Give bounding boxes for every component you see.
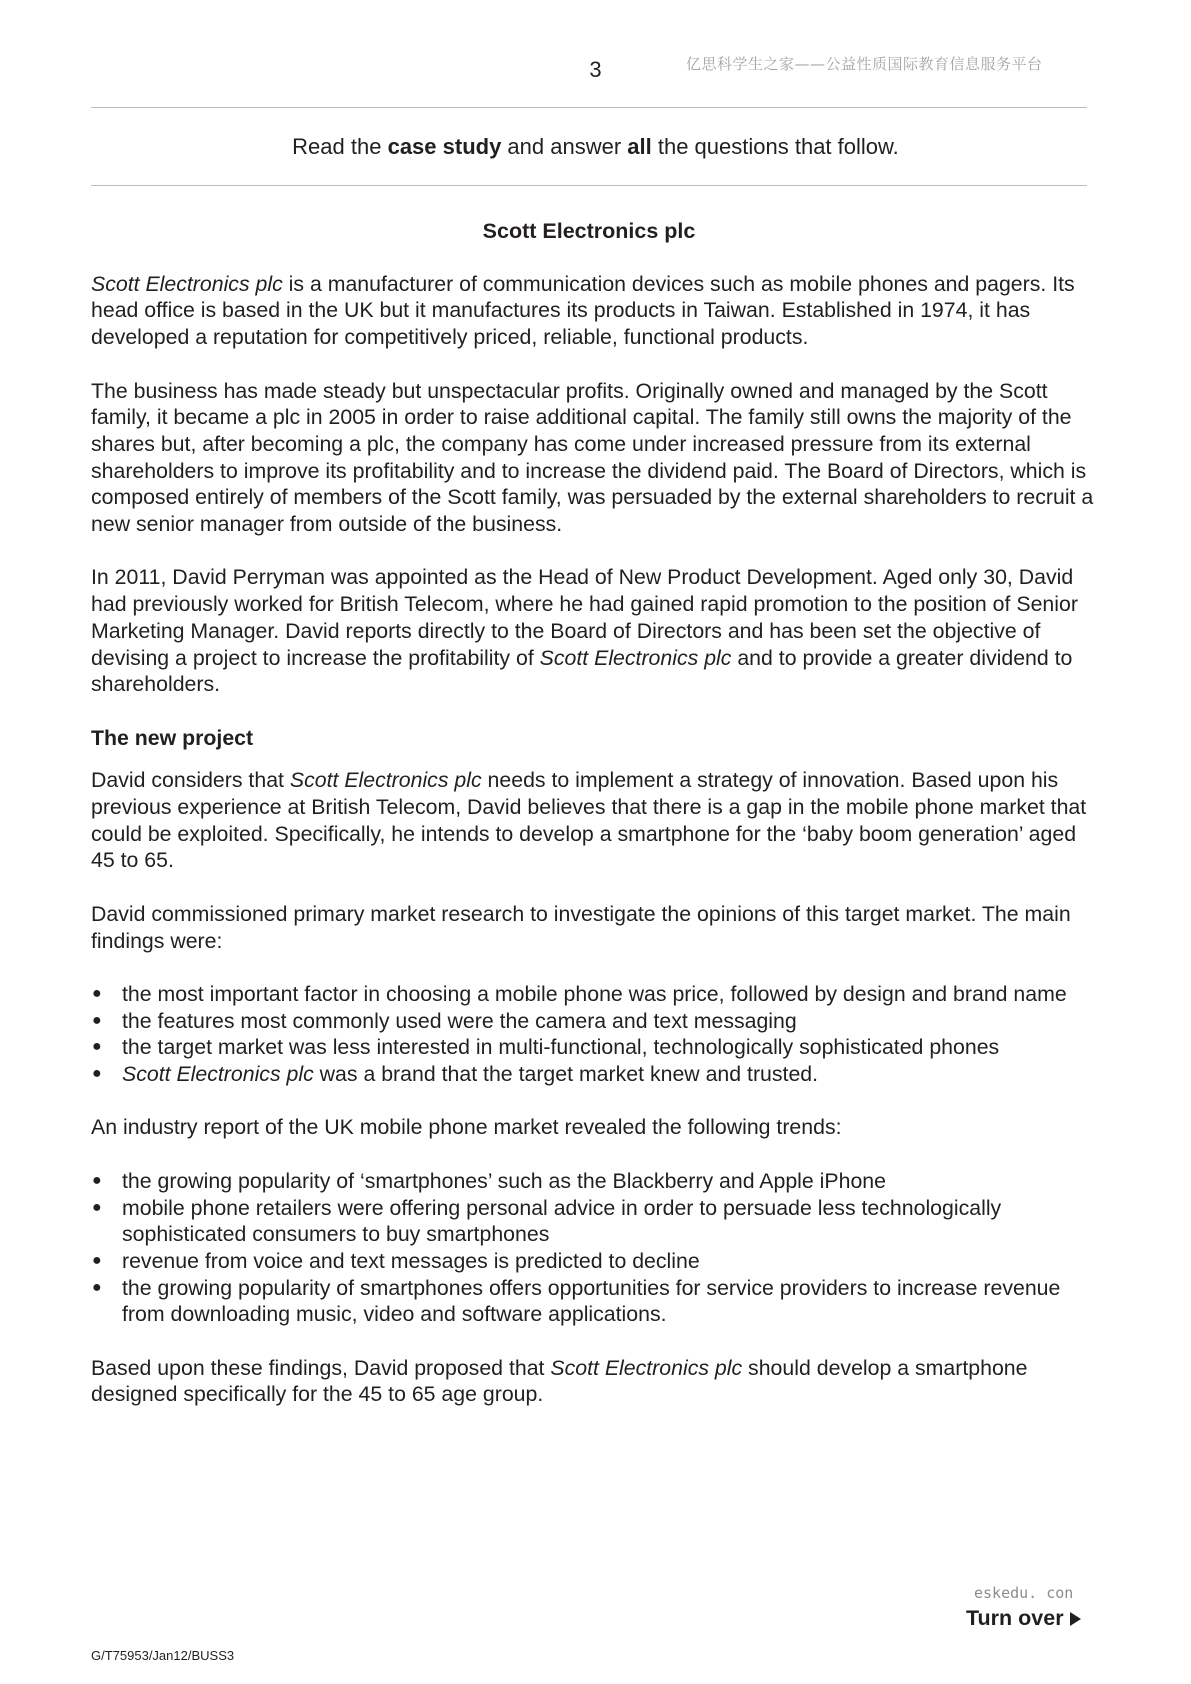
instruction-pre: Read the	[292, 134, 388, 159]
list-item: ● the features most commonly used were the camera and text messaging	[92, 1008, 797, 1033]
trends-list	[91, 1168, 1101, 1328]
triangle-right-icon	[1070, 1612, 1081, 1626]
bullet-icon: ●	[92, 1171, 102, 1189]
bottom-divider	[91, 185, 1087, 186]
list-item: ● Scott Electronics plc was a brand that the target market knew and trusted.	[92, 1062, 819, 1087]
paragraph-research: David commissioned primary market research to investigate the opinions of this target market. The main findings were:	[91, 901, 1071, 953]
header-watermark: 亿思科学生之家——公益性质国际教育信息服务平台	[686, 55, 1043, 73]
list-item: ● the growing popularity of ‘smartphones’ such as the Blackberry and Apple iPhone	[92, 1168, 886, 1193]
paragraph-strategy: David considers that Scott Electronics plc needs to implement a strategy of innovation. Based upon his previous experience at British Telecom, David believes that there is a gap in the mobile phone market that could be exploited. Specifically, he intends to develop a smartphone for the ‘baby boom generation’ aged 45 to 65.	[91, 768, 1087, 873]
instruction-line	[0, 134, 1191, 160]
footer-watermark: eskedu. con	[974, 1584, 1074, 1602]
case-study-title: Scott Electronics plc	[482, 219, 696, 243]
bullet-icon: ●	[92, 984, 102, 1002]
instruction-mid: and answer	[501, 134, 628, 159]
company-name: Scott Electronics plc	[91, 271, 283, 296]
list-item: ● the growing popularity of smartphones offers opportunities for service providers to increase revenue from downloading music, video and software applications.	[92, 1275, 1061, 1327]
bullet-icon: ●	[92, 1065, 102, 1083]
instruction-bold-all: all	[627, 134, 652, 159]
company-name: Scott Electronics plc	[122, 1062, 314, 1087]
list-item: ● the target market was less interested in multi-functional, technologically sophisticated phones	[92, 1035, 1000, 1060]
subheading-new-project: The new project	[91, 725, 254, 750]
turn-over-label: Turn over	[966, 1606, 1081, 1631]
company-name: Scott Electronics plc	[539, 645, 732, 670]
company-name: Scott Electronics plc	[289, 768, 482, 793]
paragraph-history: The business has made steady but unspectacular profits. Originally owned and managed by the Scott family, it became a plc in 2005 in order to raise additional capital. The family still owns the majority of the shares but, after becoming a plc, the company has come under increased pressure from its external shareholders to improve its profitability and to increase the dividend paid. The Board of Directors, which is composed entirely of members of the Scott family, was persuaded by the external shareholders to recruit a new senior manager from outside of the business.	[91, 378, 1094, 537]
page-number: 3	[589, 57, 602, 82]
instruction-post: the questions that follow.	[651, 134, 899, 159]
list-item: ● revenue from voice and text messages is predicted to decline	[92, 1248, 700, 1273]
list-item: ● the most important factor in choosing a mobile phone was price, followed by design and brand name	[92, 981, 1067, 1006]
list-item: ● mobile phone retailers were offering personal advice in order to persuade less technologically sophisticated consumers to buy smartphones	[92, 1195, 1002, 1247]
paragraph-intro: Scott Electronics plc is a manufacturer of communication devices such as mobile phones and pagers. Its head office is based in the UK but it manufactures its products in Taiwan. Established in 1974, it has developed a reputation for competitively priced, reliable, functional products.	[91, 271, 1075, 350]
bullet-icon: ●	[92, 1198, 102, 1216]
company-name: Scott Electronics plc	[550, 1355, 743, 1380]
top-divider	[91, 107, 1087, 108]
findings-list	[91, 981, 1101, 1088]
paragraph-proposal: Based upon these findings, David proposed that Scott Electronics plc should develop a smartphone designed specifically for the 45 to 65 age group.	[91, 1355, 1028, 1407]
bullet-icon: ●	[92, 1038, 102, 1056]
instruction-bold-case-study: case study	[387, 134, 502, 159]
bullet-icon: ●	[92, 1011, 102, 1029]
paragraph-appointment: In 2011, David Perryman was appointed as the Head of New Product Development. Aged only 30, David had previously worked for British Telecom, where he had gained rapid promotion to the position of Senior Marketing Manager. David reports directly to the Board of Directors and has been set the objective of devising a project to increase the profitability of Scott Electronics plc and to provide a greater dividend to shareholders.	[91, 565, 1078, 697]
bullet-icon: ●	[92, 1251, 102, 1269]
paper-code: G/T75953/Jan12/BUSS3	[91, 1648, 235, 1663]
paragraph-industry-report: An industry report of the UK mobile phone market revealed the following trends:	[91, 1115, 842, 1140]
bullet-icon: ●	[92, 1278, 102, 1296]
case-study-body	[91, 218, 1101, 1435]
